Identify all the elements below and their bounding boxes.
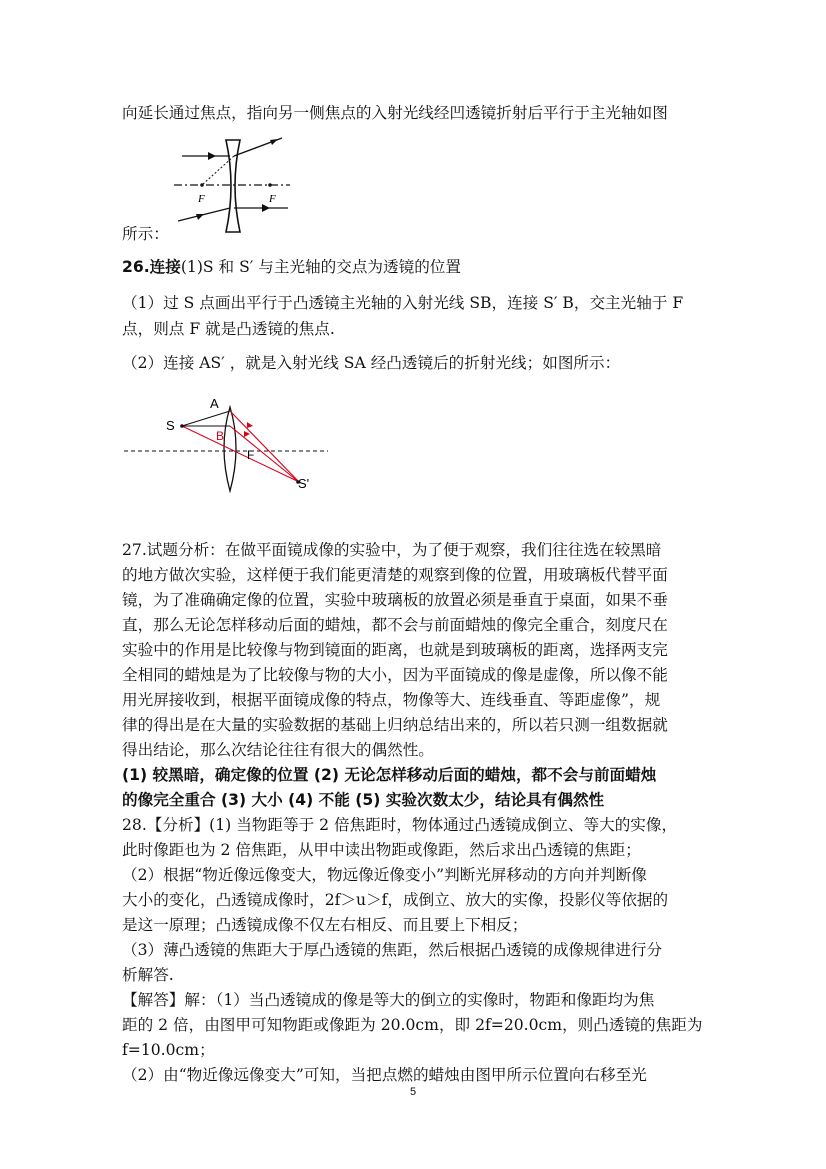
point-s-label: S: [166, 418, 175, 433]
q27-answer-line-1: (1) 较黑暗，确定像的位置 (2) 无论怎样移动后面的蜡烛，都不会与前面蜡烛: [122, 766, 657, 784]
concave-lens-figure: [170, 136, 295, 236]
bottom-incoming-ray: [178, 208, 230, 221]
q27-line-2: 的地方做次实验，这样便于我们能更清楚的观察到像的位置，用玻璃板代替平面: [122, 566, 668, 584]
q26-number: 26.连接: [122, 258, 181, 276]
q27-line-1: 27.试题分析：在做平面镜成像的实验中，为了便于观察，我们往往选在较黑暗: [122, 541, 662, 559]
q26-paragraph-1-line-2: 点，则点 F 就是凸透镜的焦点.: [122, 320, 335, 338]
q27-line-9: 得出结论，那么次结论往往有很大的偶然性。: [122, 741, 434, 759]
point-s-prime-label: S': [298, 476, 310, 491]
q27-line-3: 镜，为了准确确定像的位置，实验中玻璃板的放置必须是垂直于桌面，如果不垂: [122, 591, 668, 609]
q28-line-10: f=10.0cm；: [122, 1041, 215, 1059]
q28-line-2: 此时像距也为 2 倍焦距，从甲中读出物距或像距，然后求出凸透镜的焦距；: [122, 841, 641, 859]
q28-line-7: 析解答.: [122, 966, 174, 984]
q27-line-6: 全相同的蜡烛是为了比较像与物的大小，因为平面镜成的像是虚像，所以像不能: [122, 666, 668, 684]
q28-line-5: 是这一原理；凸透镜成像不仅左右相反、而且要上下相反；: [122, 916, 528, 934]
q28-line-4: 大小的变化，凸透镜成像时，2f＞u＞f，成倒立、放大的实像，投影仪等依据的: [122, 891, 669, 909]
ray-sa: [182, 411, 230, 426]
focus-label-right: F: [269, 193, 276, 205]
q25-line-1: 向延长通过焦点，指向另一侧焦点的入射光线经凹透镜折射后平行于主光轴如图: [122, 104, 668, 122]
q27-line-5: 实验中的作用是比较像与物到镜面的距离，也就是到玻璃板的距离，选择两支完: [122, 641, 668, 659]
q27-line-4: 直，那么无论怎样移动后面的蜡烛，都不会与前面蜡烛的像完全重合，刻度尺在: [122, 616, 668, 634]
q28-line-9: 距的 2 倍，由图甲可知物距或像距为 20.0cm，即 2f=20.0cm，则凸透镜的焦距为: [122, 1016, 703, 1034]
q28-line-6: （3）薄凸透镜的焦距大于厚凸透镜的焦距，然后根据凸透镜的成像规律进行分: [122, 941, 663, 959]
q26-paragraph-1-line-1: （1）过 S 点画出平行于凸透镜主光轴的入射光线 SB，连接 S′ B，交主光轴于 F: [122, 294, 684, 312]
focus-label-left: F: [198, 193, 205, 205]
q26-heading-text: (1)S 和 S′ 与主光轴的交点为透镜的位置: [180, 258, 461, 276]
page-number: 5: [409, 1086, 417, 1098]
point-a-label: A: [210, 396, 219, 411]
q27-answer-line-2: 的像完全重合 (3) 大小 (4) 不能 (5) 实验次数太少，结论具有偶然性: [122, 791, 605, 809]
q28-line-11: （2）由“物近像远像变大”可知，当把点燃的蜡烛由图甲所示位置向右移至光: [122, 1066, 647, 1084]
ray-as-prime: [230, 411, 300, 483]
point-f-label: F: [247, 448, 255, 462]
q28-line-3: （2）根据“物近像远像变大，物远像近像变小”判断光屏移动的方向并判断像: [122, 866, 647, 884]
concave-lens-shape: [226, 140, 240, 232]
q28-line-8: 【解答】解：（1）当凸透镜成的像是等大的倒立的实像时，物距和像距均为焦: [122, 991, 655, 1009]
point-b-label: B: [216, 429, 225, 443]
q27-line-8: 律的得出是在大量的实验数据的基础上归纳总结出来的，所以若只测一组数据就: [122, 716, 668, 734]
q27-line-7: 用光屏接收到，根据平面镜成像的特点，物像等大、连线垂直、等距虚像”，规: [122, 691, 661, 709]
q26-heading: [122, 255, 461, 277]
q25-line-2: 所示：: [122, 225, 169, 243]
q26-paragraph-2: （2）连接 AS′ ，就是入射光线 SA 经凸透镜后的折射光线；如图所示：: [122, 354, 621, 372]
q28-line-1: 28.【分析】(1) 当物距等于 2 倍焦距时，物体通过凸透镜成倒立、等大的实像，: [122, 816, 678, 834]
convex-lens-figure: [122, 393, 332, 498]
